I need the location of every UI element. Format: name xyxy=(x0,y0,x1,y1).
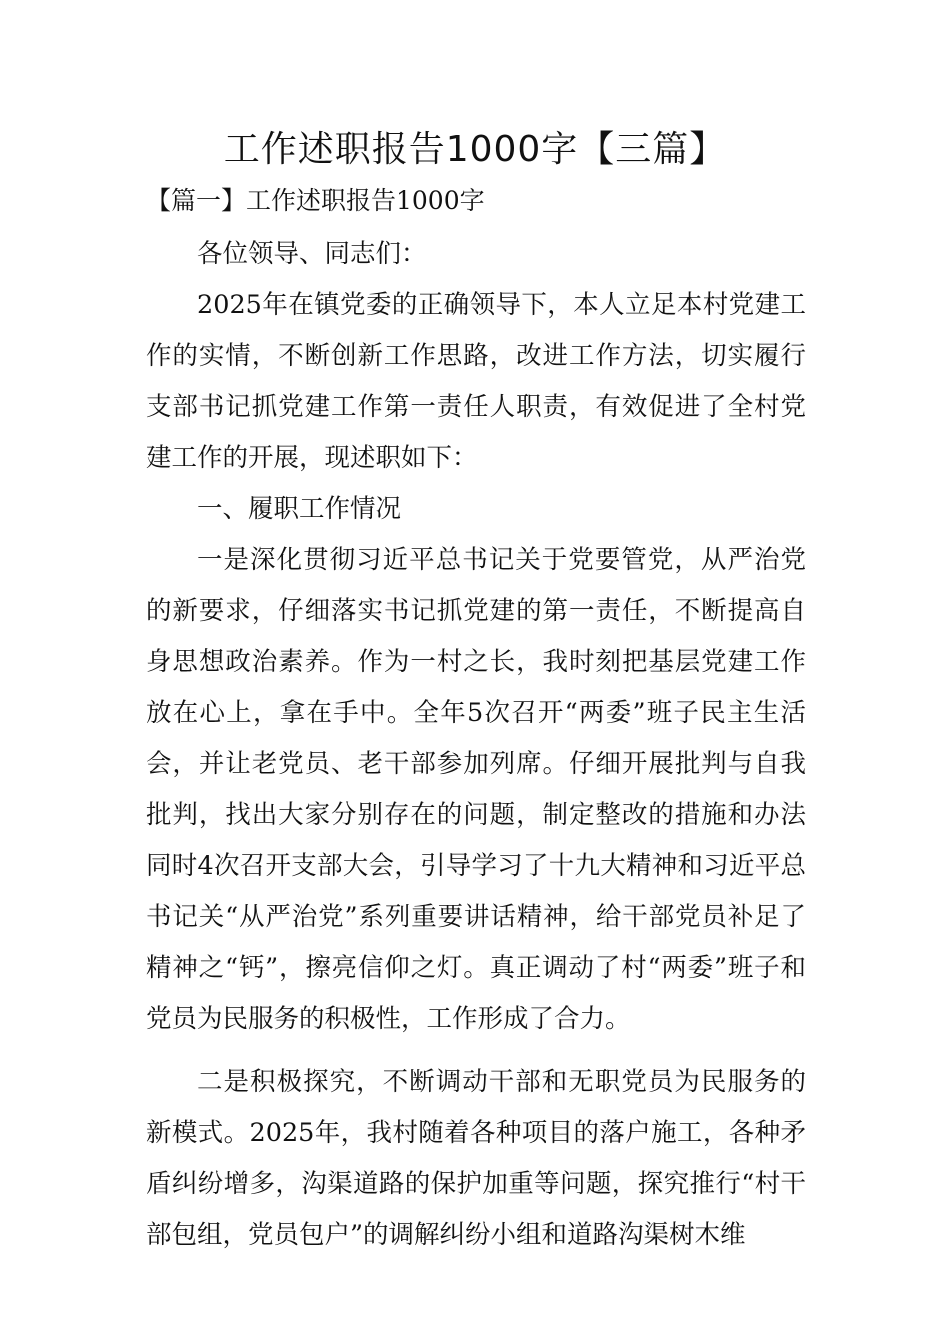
intro-paragraph: 2025年在镇党委的正确领导下，本人立足本村党建工作的实情，不断创新工作思路，改进工作方法，切实履行支部书记抓党建工作第一责任人职责，有效促进了全村党建工作的开展，现述职如下： xyxy=(146,290,806,473)
body-paragraph-1: 一是深化贯彻习近平总书记关于党要管党，从严治党的新要求，仔细落实书记抓党建的第一责任，不断提高自身思想政治素养。作为一村之长，我时刻把基层党建工作放在心上，拿在手中。全年5次召开“两委”班子民主生活会，并让老党员、老干部参加列席。仔细开展批判与自我批判，找出大家分别存在的问题，制定整改的措施和办法同时4次召开支部大会，引导学习了十九大精神和习近平总书记关“从严治党”系列重要讲话精神，给干部党员补足了精神之“钙”，擦亮信仰之灯。真正调动了村“两委”班子和党员为民服务的积极性，工作形成了合力。 xyxy=(146,545,806,1034)
body-paragraph-2: 二是积极探究，不断调动干部和无职党员为民服务的新模式。2025年，我村随着各种项目的落户施工，各种矛盾纠纷增多，沟渠道路的保护加重等问题，探究推行“村干部包组，党员包户”的调解纠纷小组和道路沟渠树木维 xyxy=(146,1067,806,1250)
section-heading: 【篇一】工作述职报告1000字 xyxy=(146,186,485,215)
subheading-paragraph: 一、履职工作情况 xyxy=(197,494,402,524)
document-title: 工作述职报告1000字【三篇】 xyxy=(223,129,727,170)
document-body xyxy=(146,229,806,1261)
salutation-paragraph: 各位领导、同志们： xyxy=(197,239,427,269)
